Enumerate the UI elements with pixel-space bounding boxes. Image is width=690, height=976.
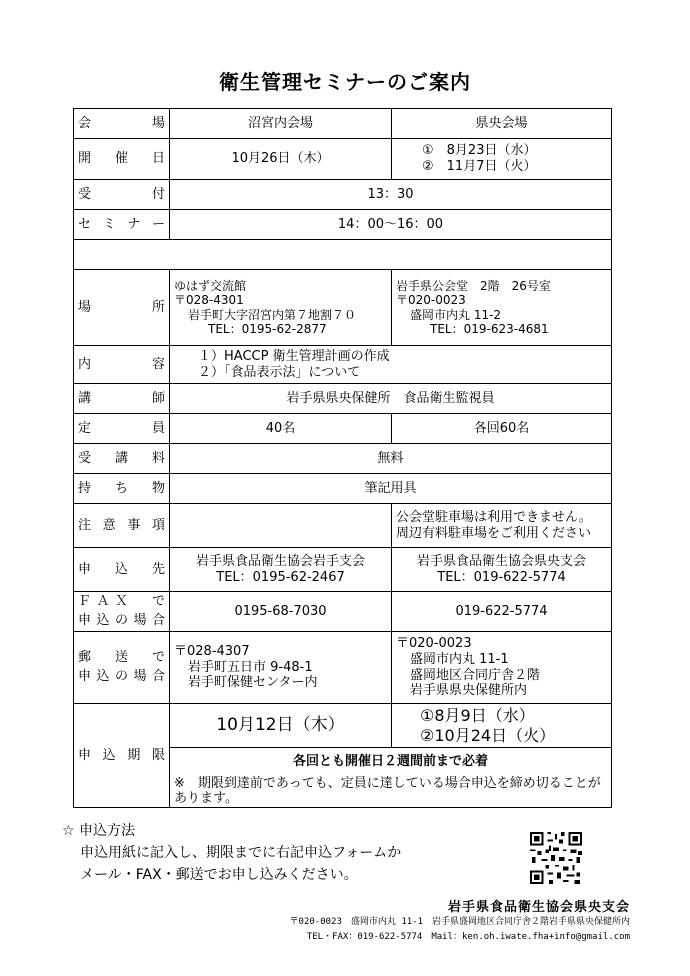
caution-line-1: 公会堂駐車場は利用できません。 bbox=[396, 509, 592, 525]
row-place bbox=[74, 270, 612, 346]
date-left: 10月26日（木） bbox=[170, 139, 392, 180]
label-seminar: セミナー bbox=[74, 210, 170, 240]
label-venue: 会 場 bbox=[74, 109, 170, 139]
venue-right: 県央会場 bbox=[392, 109, 612, 139]
label-lecturer: 講 師 bbox=[74, 384, 170, 414]
date-right-2: ② 11月7日（火） bbox=[422, 159, 537, 174]
application-method bbox=[62, 820, 401, 886]
label-mail-1: 郵 送 で bbox=[78, 650, 165, 666]
content-item-1: １）HACCP 衛生管理計画の作成 bbox=[198, 348, 390, 364]
row-date bbox=[74, 139, 612, 180]
content-item-2: ２）「食品表示法」について bbox=[198, 364, 361, 380]
row-apply-to bbox=[74, 548, 612, 592]
date-right bbox=[392, 139, 612, 180]
label-mail-2: 申込の場合 bbox=[78, 668, 165, 684]
place-left bbox=[170, 270, 392, 346]
place-left-name: ゆはず交流館 bbox=[174, 278, 247, 293]
apply-to-right bbox=[392, 548, 612, 592]
row-seminar bbox=[74, 210, 612, 240]
label-caution: 注意事項 bbox=[74, 504, 170, 548]
method-heading: ☆ 申込方法 bbox=[62, 823, 136, 839]
row-venue bbox=[74, 109, 612, 139]
apply-to-left-org: 岩手県食品衛生協会岩手支会 bbox=[195, 553, 365, 569]
method-line-1: 申込用紙に記入し、期限までに右記申込フォームか bbox=[80, 845, 402, 861]
label-place: 場 所 bbox=[74, 270, 170, 346]
deadline-left: 10月12日（木） bbox=[170, 704, 392, 748]
method-line-2: メール・FAX・郵送でお申し込みください。 bbox=[80, 867, 358, 883]
place-right bbox=[392, 270, 612, 346]
place-left-addr: 岩手町大字沼宮内第７地割７０ bbox=[188, 307, 357, 322]
mail-right-zip: 〒020-0023 bbox=[396, 636, 472, 652]
deadline-right-1: ①8月9日（水） bbox=[420, 706, 535, 726]
fee-value: 無料 bbox=[170, 444, 612, 474]
row-fee bbox=[74, 444, 612, 474]
content-value bbox=[170, 346, 612, 384]
mail-right bbox=[392, 632, 612, 704]
row-reception bbox=[74, 180, 612, 210]
label-fax-1: ＦＡＸ で bbox=[78, 594, 165, 610]
fax-left: 0195-68-7030 bbox=[170, 592, 392, 632]
label-fee: 受 講 料 bbox=[74, 444, 170, 474]
lecturer-value: 岩手県県央保健所 食品衛生監視員 bbox=[170, 384, 612, 414]
date-right-1: ① 8月23日（水） bbox=[422, 143, 537, 159]
row-mail bbox=[74, 632, 612, 704]
place-left-zip: 〒028-4301 bbox=[174, 293, 244, 308]
label-content: 内 容 bbox=[74, 346, 170, 384]
label-bring: 持 ち 物 bbox=[74, 474, 170, 504]
label-date: 開 催 日 bbox=[74, 139, 170, 180]
mail-left-org: 岩手町保健センター内 bbox=[188, 675, 318, 691]
label-mail bbox=[74, 632, 170, 704]
place-left-tel: TEL：0195-62-2877 bbox=[208, 321, 327, 336]
reception-value: 13：30 bbox=[170, 180, 612, 210]
row-lecturer bbox=[74, 384, 612, 414]
deadline-right bbox=[392, 704, 612, 748]
fax-right: 019-622-5774 bbox=[392, 592, 612, 632]
qr-code-icon[interactable] bbox=[528, 830, 584, 886]
mail-right-addr-1: 盛岡市内丸 11-1 bbox=[410, 651, 509, 667]
deadline-notice: 各回とも開催日２週間前まで必着 bbox=[170, 748, 612, 776]
place-right-name: 岩手県公会堂 2階 26号室 bbox=[396, 278, 551, 293]
row-bring bbox=[74, 474, 612, 504]
label-deadline: 申込期限 bbox=[74, 704, 170, 808]
capacity-right: 各回60名 bbox=[392, 414, 612, 444]
bring-value: 筆記用具 bbox=[170, 474, 612, 504]
blank-row bbox=[74, 240, 612, 270]
label-fax-2: 申込の場合 bbox=[78, 612, 165, 628]
row-deadline bbox=[74, 704, 612, 748]
row-blank bbox=[74, 240, 612, 270]
deadline-right-2: ②10月24日（火） bbox=[420, 725, 556, 745]
label-apply-to: 申 込 先 bbox=[74, 548, 170, 592]
footer bbox=[290, 896, 630, 945]
place-right-tel: TEL：019-623-4681 bbox=[430, 321, 549, 336]
label-reception: 受 付 bbox=[74, 180, 170, 210]
seminar-value: 14：00〜16：00 bbox=[170, 210, 612, 240]
caution-right bbox=[392, 504, 612, 548]
page-title: 衛生管理セミナーのご案内 bbox=[219, 70, 471, 94]
footer-org: 岩手県食品衛生協会県央支会 bbox=[447, 900, 630, 915]
label-fax bbox=[74, 592, 170, 632]
place-right-addr: 盛岡市内丸 11-2 bbox=[410, 307, 502, 322]
apply-to-left bbox=[170, 548, 392, 592]
footer-contact: TEL・FAX：019-622-5774 Mail：ken.oh.iwate.fha+info@gmail.com bbox=[306, 932, 630, 942]
apply-to-left-tel: TEL：0195-62-2467 bbox=[216, 569, 345, 585]
mail-left-addr: 岩手町五日市 9-48-1 bbox=[188, 659, 313, 675]
label-capacity: 定 員 bbox=[74, 414, 170, 444]
row-capacity bbox=[74, 414, 612, 444]
seminar-info-table bbox=[73, 108, 612, 808]
mail-left-zip: 〒028-4307 bbox=[174, 644, 250, 660]
caution-left bbox=[170, 504, 392, 548]
footer-address: 〒020-0023 盛岡市内丸 11-1 岩手県盛岡地区合同庁舎２階岩手県県央保健所内 bbox=[289, 917, 630, 927]
apply-to-right-org: 岩手県食品衛生協会県央支会 bbox=[416, 553, 586, 569]
row-content bbox=[74, 346, 612, 384]
caution-line-2: 周辺有料駐車場をご利用ください bbox=[396, 525, 592, 541]
deadline-note: ※ 期限到達前であっても、定員に達している場合申込を締め切ることがあります。 bbox=[170, 776, 612, 808]
row-caution bbox=[74, 504, 612, 548]
row-fax bbox=[74, 592, 612, 632]
place-right-zip: 〒020-0023 bbox=[396, 293, 466, 308]
apply-to-right-tel: TEL：019-622-5774 bbox=[437, 569, 566, 585]
mail-left bbox=[170, 632, 392, 704]
mail-right-addr-3: 岩手県県央保健所内 bbox=[410, 683, 528, 699]
capacity-left: 40名 bbox=[170, 414, 392, 444]
mail-right-addr-2: 盛岡地区合同庁舎２階 bbox=[410, 667, 541, 683]
venue-left: 沼宮内会場 bbox=[170, 109, 392, 139]
